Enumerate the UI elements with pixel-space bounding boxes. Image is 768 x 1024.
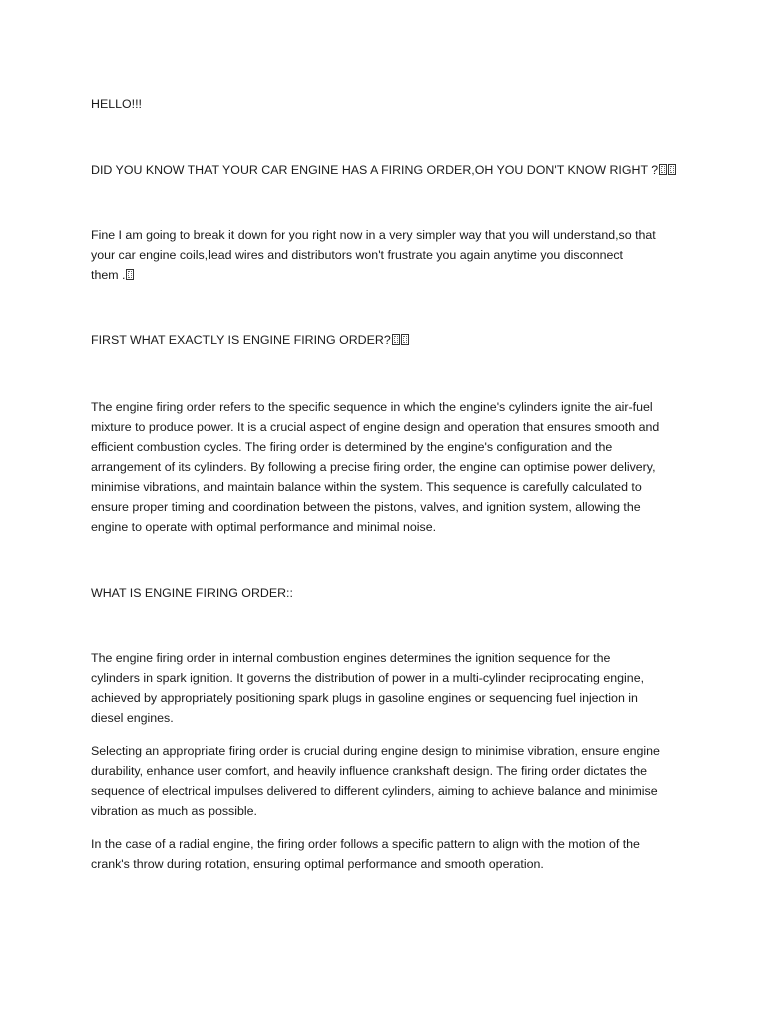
paragraph-selection bbox=[91, 741, 691, 821]
missing-glyph-icon bbox=[659, 164, 667, 175]
greeting-line bbox=[91, 94, 691, 114]
greeting-text: HELLO!!! bbox=[91, 97, 142, 111]
paragraph-line: vibration as much as possible. bbox=[91, 804, 257, 818]
paragraph-line: diesel engines. bbox=[91, 711, 174, 725]
paragraph-line: In the case of a radial engine, the firing order follows a specific pattern to align with the motion of the bbox=[91, 837, 640, 851]
heading-first bbox=[91, 330, 691, 350]
paragraph-line: achieved by appropriately positioning spark plugs in gasoline engines or sequencing fuel injection in bbox=[91, 691, 638, 705]
paragraph-line: The engine firing order in internal combustion engines determines the ignition sequence for the bbox=[91, 651, 611, 665]
paragraph-ignition-sequence bbox=[91, 648, 691, 728]
question-text: DID YOU KNOW THAT YOUR CAR ENGINE HAS A FIRING ORDER,OH YOU DON'T KNOW RIGHT ? bbox=[91, 163, 659, 177]
paragraph-definition bbox=[91, 397, 691, 537]
heading-second-text: WHAT IS ENGINE FIRING ORDER:: bbox=[91, 586, 293, 600]
heading-second bbox=[91, 583, 691, 603]
paragraph-line: cylinders in spark ignition. It governs the distribution of power in a multi-cylinder reciprocating engine, bbox=[91, 671, 645, 685]
paragraph-line: ensure proper timing and coordination between the pistons, valves, and ignition system, allowing the bbox=[91, 500, 641, 514]
intro-line-text: them . bbox=[91, 268, 126, 282]
intro-line: Fine I am going to break it down for you right now in a very simpler way that you will understand,so that bbox=[91, 228, 656, 242]
paragraph-line: sequence of electrical impulses delivered to different cylinders, aiming to achieve balance and minimise bbox=[91, 784, 658, 798]
intro-line: your car engine coils,lead wires and distributors won't frustrate you again anytime you disconnect bbox=[91, 248, 623, 262]
paragraph-radial-engine bbox=[91, 834, 691, 874]
paragraph-line: Selecting an appropriate firing order is crucial during engine design to minimise vibration, ensure engine bbox=[91, 744, 660, 758]
paragraph-line: arrangement of its cylinders. By following a precise firing order, the engine can optimise power delivery, bbox=[91, 460, 656, 474]
paragraph-line: efficient combustion cycles. The firing order is determined by the engine's configuration and the bbox=[91, 440, 613, 454]
intro-line bbox=[91, 265, 691, 285]
paragraph-line: durability, enhance user comfort, and heavily influence crankshaft design. The firing order dictates the bbox=[91, 764, 648, 778]
paragraph-line: minimise vibrations, and maintain balance within the system. This sequence is carefully calculated to bbox=[91, 480, 642, 494]
paragraph-line: mixture to produce power. It is a crucial aspect of engine design and operation that ensures smooth and bbox=[91, 420, 660, 434]
missing-glyph-icon bbox=[126, 269, 134, 280]
missing-glyph-icon bbox=[392, 334, 400, 345]
missing-glyph-icon bbox=[668, 164, 676, 175]
paragraph-line: engine to operate with optimal performance and minimal noise. bbox=[91, 520, 437, 534]
heading-first-text: FIRST WHAT EXACTLY IS ENGINE FIRING ORDER? bbox=[91, 333, 391, 347]
paragraph-line: The engine firing order refers to the specific sequence in which the engine's cylinders ignite the air-fuel bbox=[91, 400, 653, 414]
missing-glyph-icon bbox=[401, 334, 409, 345]
paragraph-line: crank's throw during rotation, ensuring optimal performance and smooth operation. bbox=[91, 857, 544, 871]
question-line bbox=[91, 160, 691, 180]
intro-paragraph bbox=[91, 225, 691, 285]
